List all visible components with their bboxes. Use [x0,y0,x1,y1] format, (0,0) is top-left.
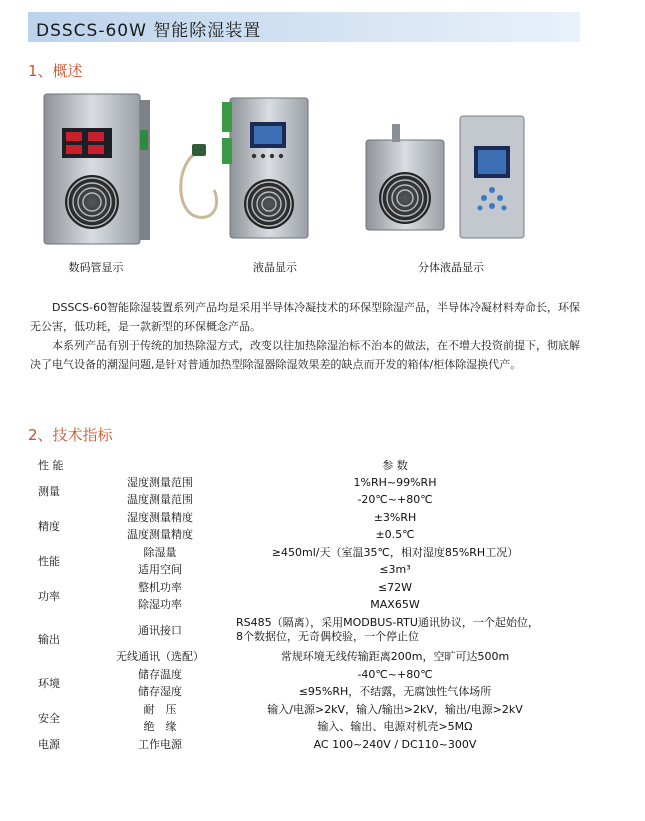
spec-row-value: 常规环境无线传输距离200m，空旷可达500m [280,650,510,663]
spec-group-label: 环境 [38,677,60,690]
spec-row-value-line: RS485（隔离），采用MODBUS-RTU通讯协议，一个起始位， [236,616,539,629]
spec-row-value: -20℃~+80℃ [357,493,433,506]
title-bar [28,12,580,42]
caption-split-lcd: 分体液晶显示 [418,261,484,274]
product-image-split-lcd [362,110,532,250]
spec-row-value: ≥450ml/天（室温35℃，相对湿度85%RH工况） [271,546,519,559]
spec-row-value: ≤3m³ [379,563,411,576]
spec-row-name: 温度测量范围 [127,493,193,506]
spec-header-params: 参 数 [382,459,408,472]
spec-group-label: 安全 [38,712,60,725]
spec-row-value: ±3%RH [373,511,417,524]
page-title: DSSCS-60W 智能除湿装置 [36,21,262,41]
spec-group-label: 电源 [38,738,60,751]
spec-row-name: 储存湿度 [138,685,182,698]
spec-row-value: ≤95%RH，不结露，无腐蚀性气体场所 [298,685,492,698]
spec-row-name: 湿度测量精度 [127,511,193,524]
spec-row-value: 输入、输出、电源对机壳>5MΩ [317,720,473,733]
spec-row-name: 适用空间 [138,563,182,576]
product-image-digital [36,90,156,250]
spec-row-name: 除湿功率 [138,598,182,611]
spec-row-name: 除湿量 [143,546,177,559]
intro-text [30,298,590,374]
section-heading-specs: 2、技术指标 [28,426,113,444]
spec-group-label: 精度 [38,520,60,533]
spec-row-value: -40℃~+80℃ [357,668,433,681]
spec-row-value-multiline [236,616,539,644]
spec-row-name: 通讯接口 [138,624,182,637]
section-heading-overview: 1、概述 [28,62,83,80]
spec-row-value: 1%RH~99%RH [353,476,437,489]
spec-group-label: 性能 [38,555,60,568]
product-image-lcd [168,92,328,252]
spec-group-label: 输出 [38,633,60,646]
spec-row-name: 温度测量精度 [127,528,193,541]
spec-row-value-line: 8个数据位，无奇偶校验，一个停止位 [236,630,419,643]
spec-row-name: 工作电源 [138,738,182,751]
spec-row-name: 整机功率 [138,581,182,594]
spec-row-name: 绝 缘 [143,720,177,733]
spec-row-name: 无线通讯（选配） [116,650,204,663]
spec-row-value: AC 100~240V / DC110~300V [313,738,477,751]
spec-group-label: 功率 [38,590,60,603]
spec-row-value: ±0.5℃ [375,528,415,541]
spec-row-value: 输入/电源>2kV，输入/输出>2kV，输出/电源>2kV [267,703,523,716]
spec-row-value: MAX65W [370,598,420,611]
spec-row-value: ≤72W [377,581,413,594]
caption-digital: 数码管显示 [68,261,124,274]
spec-row-name: 湿度测量范围 [127,476,193,489]
caption-lcd: 液晶显示 [253,261,297,274]
intro-paragraph-1: DSSCS-60智能除湿装置系列产品均是采用半导体冷凝技术的环保型除湿产品，半导体冷凝材料寿命长，环保无公害，低功耗，是一款新型的环保概念产品。 [30,301,581,333]
spec-group-label: 测量 [38,485,60,498]
spec-header-performance: 性 能 [38,459,64,472]
intro-paragraph-2: 本系列产品有别于传统的加热除湿方式，改变以往加热除湿治标不治本的做法，在不增大投资前提下，彻底解决了电气设备的潮湿问题,是针对普通加热型除湿器除湿效果差的缺点而开发的箱体/柜体除湿换代产。 [30,339,580,371]
spec-row-name: 储存温度 [138,668,182,681]
spec-row-name: 耐 压 [143,703,177,716]
